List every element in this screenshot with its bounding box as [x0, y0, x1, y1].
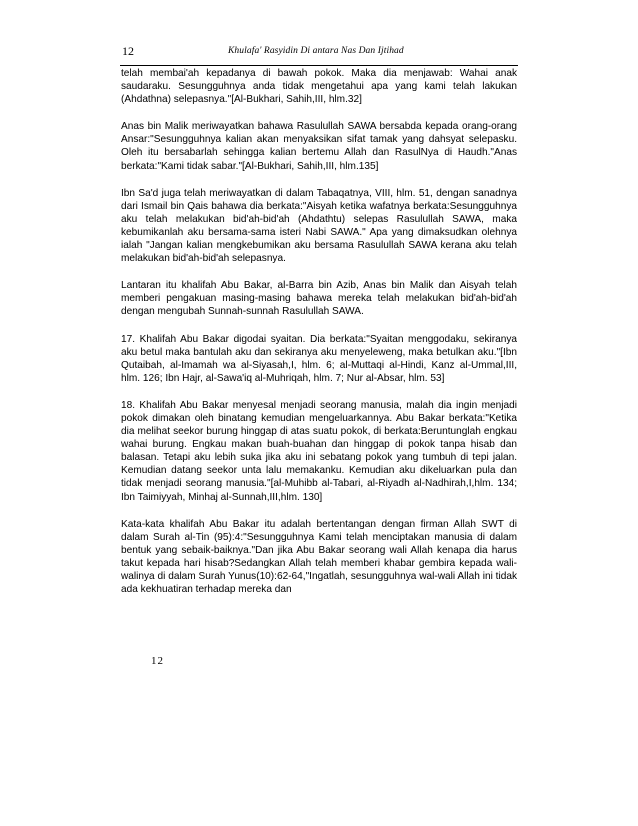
header-page-number: 12: [122, 44, 134, 58]
paragraph-5: 17. Khalifah Abu Bakar digodai syaitan. Dia berkata:"Syaitan menggodaku, sekiranya aku betul maka bantulah aku dan sekiranya aku menyeleweng, maka betulkan aku."[Ibn Qutaibah, al-Imamah wa al-Siyasah,I, hlm. 6; al-Muttaqi al-Hindi, Kanz al-Ummal,III, hlm. 126; Ibn Hajr, al-Sawa'iq al-Muhriqah, hlm. 7; Nur al-Absar, hlm. 53]: [121, 333, 517, 384]
paragraph-1: telah membai'ah kepadanya di bawah pokok. Maka dia menjawab: Wahai anak saudaraku. Sesungguhnya anda tidak mengetahui apa yang kami telah lakukan (Ahdathna) selepasnya."[Al-Bukhari, Sahih,III, hlm.32]: [121, 68, 517, 106]
running-title: Khulafa' Rasyidin Di antara Nas Dan Ijtihad: [228, 46, 404, 56]
header-divider: [120, 65, 518, 66]
paragraph-2: Anas bin Malik meriwayatkan bahawa Rasulullah SAWA bersabda kepada orang-orang Ansar:"Sesungguhnya kalian akan menyaksikan sifat tamak yang dahsyat selepasku. Oleh itu bersabarlah sehingga kalian bertemu Allah dan RasulNya di Haudh."Anas berkata:"Kami tidak sabar."[Al-Bukhari, Sahih,III, hlm.135]: [121, 121, 517, 172]
footer-page-number: 12: [151, 655, 164, 667]
paragraph-6: 18. Khalifah Abu Bakar menyesal menjadi seorang manusia, malah dia ingin menjadi pokok dimakan oleh binatang kemudian mengeluarkannya. Abu Bakar berkata:"Ketika dia melihat seekor burung hinggap di atas suatu pokok, di berkata:Beruntunglah engkau wahai burung. Engkau makan buah-buahan dan hinggap di pokok tanpa hisab dan balasan. Tetapi aku lebih suka jika aku ini sebatang pokok yang tumbuh di tepi jalan. Kemudian datang seekor unta lalu memakanku. Kemudian aku dikeluarkan pula dan tidak menjadi seorang manusia."[al-Muhibb al-Tabari, al-Riyadh al-Nadhirah,I,hlm. 134; Ibn Taimiyyah, Minhaj al-Sunnah,III,hlm. 130]: [121, 399, 517, 503]
paragraph-4: Lantaran itu khalifah Abu Bakar, al-Barra bin Azib, Anas bin Malik dan Aisyah telah memberi pengakuan masing-masing bahawa mereka telah melakukan bid'ah-bid'ah dengan mengubah Sunnah-sunnah Rasulullah SAWA.: [121, 280, 517, 318]
body-text: [121, 67, 517, 610]
paragraph-7: Kata-kata khalifah Abu Bakar itu adalah bertentangan dengan firman Allah SWT di dalam Surah al-Tin (95):4:"Sesungguhnya Kami telah menciptakan manusia di dalam bentuk yang sebaik-baiknya."Dan jika Abu Bakar seorang wali Allah kenapa dia harus takut kepada hari hisab?Sedangkan Allah telah memberi khabar gembira kepada wali-walinya di dalam Surah Yunus(10):62-64,"Ingatlah, sesungguhnya wal-wali Allah ini tidak ada kekhuatiran terhadap mereka dan: [121, 518, 517, 596]
paragraph-3: Ibn Sa'd juga telah meriwayatkan di dalam Tabaqatnya, VIII, hlm. 51, dengan sanadnya dari Ismail bin Qais bahawa dia berkata:"Aisyah ketika wafatnya berkata:Sesungguhnya aku telah melakukan bid'ah-bid'ah (Ahdathtu) selepas Rasulullah SAWA, maka kebumikanlah aku bersama-sama isteri Nabi SAWA." Apa yang dimaksudkan olehnya ialah "Jangan kalian mengkebumikan aku bersama Rasulullah SAWA kerana aku telah melakukan bid'ah-bid'ah selepasnya.: [121, 187, 517, 265]
page-header: [120, 44, 518, 64]
